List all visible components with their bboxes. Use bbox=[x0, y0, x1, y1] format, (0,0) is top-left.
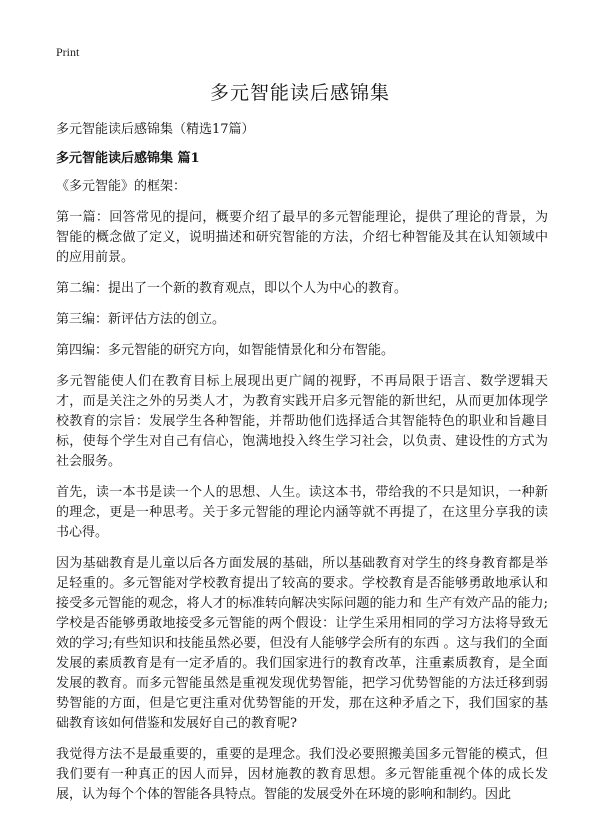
document-body bbox=[56, 120, 548, 816]
paragraph-basic-education: 因为基础教育是儿童以后各方面发展的基础，所以基础教育对学生的终身教育都是举足轻重的。多元智能对学校教育提出了较高的要求。学校教育是否能够勇敢地承认和接受多元智能的观念，将人才的标准转向解决实际问题的能力和 生产有效产品的能力;学校是否能够勇敢地接受多元智能的两个假设：让学生采用相同的学习方法将导致无效的学习;有些知识和技能虽然必要，但没有人能够学会所有的东西 。这与我们的全面发展的素质教育是有一定矛盾的。我们国家进行的教育改革，注重素质教育，是全面发展的教育。而多元智能虽然是重视发现优势智能，把学习优势智能的方法迁移到弱势智能的方面，但是它更注重对优势智能的开发，那在这种矛盾之下，我们国家的基础教育该如何借鉴和发展好自己的教育呢? bbox=[56, 556, 548, 731]
print-link[interactable]: Print bbox=[56, 45, 80, 59]
section-heading: 多元智能读后感锦集 篇1 bbox=[56, 151, 200, 166]
document-subtitle: 多元智能读后感锦集（精选17篇） bbox=[56, 122, 255, 137]
paragraph-reading-reflection: 首先，读一本书是读一个人的思想、人生。读这本书，带给我的不只是知识，一种新的理念，更是一种思考。关于多元智能的理论内涵等就不再提了，在这里分享我的读书心得。 bbox=[56, 485, 548, 540]
paragraph-part-4: 第四编：多元智能的研究方向，如智能情景化和分布智能。 bbox=[56, 343, 395, 358]
paragraph-vision: 多元智能使人们在教育目标上展现出更广阔的视野，不再局限于语言、数学逻辑天才，而是关注之外的另类人才，为教育实践开启多元智能的新世纪，从而更加体现学校教育的宗旨：发展学生各种智能，并帮助他们选择适合其智能特色的职业和旨趣目标，使每个学生对自己有信心，饱满地投入终生学习社会，以负责、建设性的方式为社会服务。 bbox=[56, 374, 548, 469]
paragraph-philosophy: 我觉得方法不是最重要的，重要的是理念。我们没必要照搬美国多元智能的模式，但我们要有一种真正的因人而异，因材施教的教育思想。多元智能重视个体的成长发展，认为每个个体的智能各具特点。智能的发展受外在环境的影响和制约。因此 bbox=[56, 747, 548, 802]
paragraph-part-2: 第二编：提出了一个新的教育观点，即以个人为中心的教育。 bbox=[56, 281, 408, 296]
paragraph-part-1: 第一篇：回答常见的提问，概要介绍了最早的多元智能理论，提供了理论的背景，为智能的概念做了定义，说明描述和研究智能的方法，介绍七种智能及其在认知领域中的应用前景。 bbox=[56, 210, 548, 265]
paragraph-framework-intro: 《多元智能》的框架： bbox=[56, 179, 187, 194]
document-title: 多元智能读后感锦集 bbox=[209, 82, 390, 104]
paragraph-part-3: 第三编：新评估方法的创立。 bbox=[56, 312, 226, 327]
